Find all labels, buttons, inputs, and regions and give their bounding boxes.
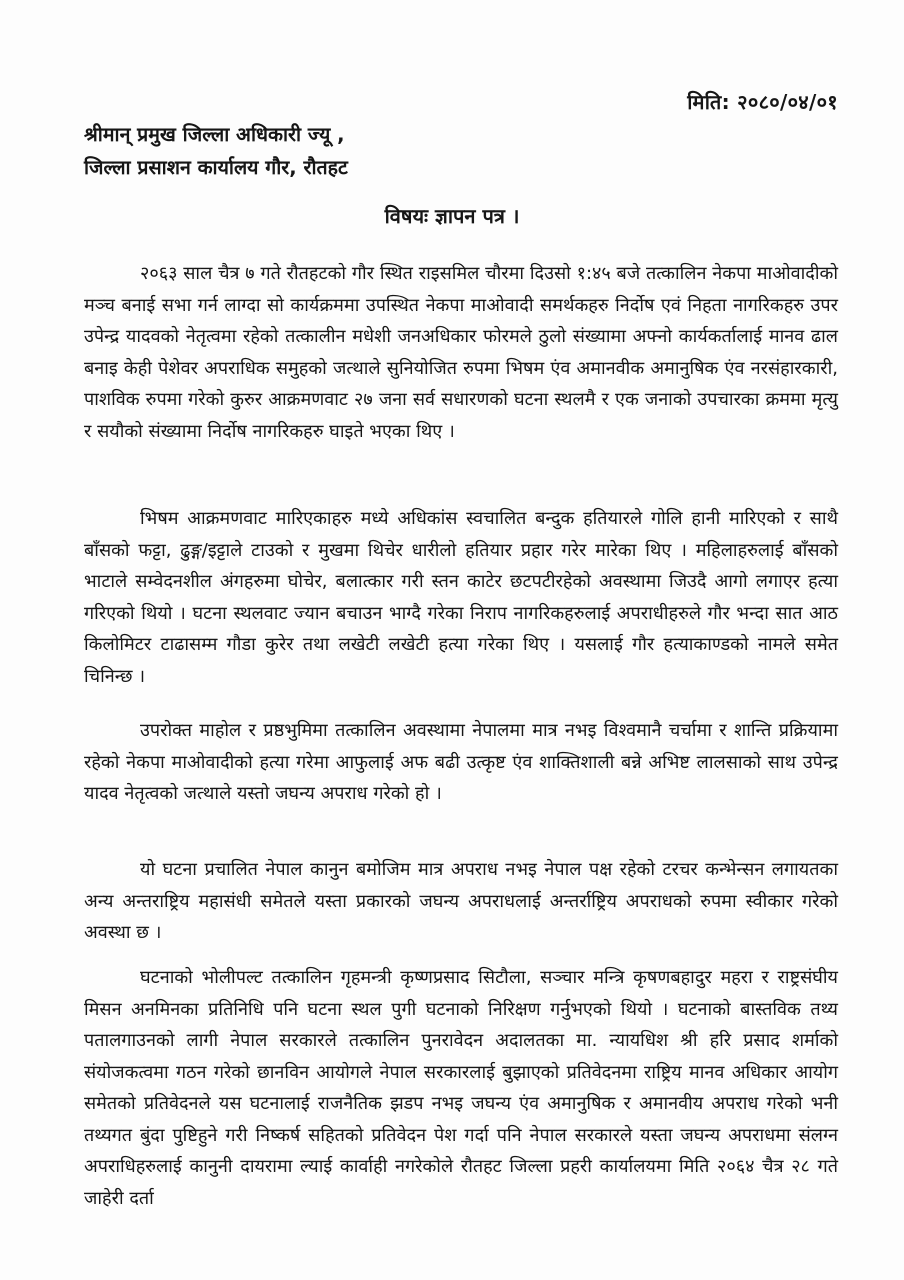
body-paragraph-4: यो घटना प्रचालित नेपाल कानुन बमोजिम मात्र अपराध नभइ नेपाल पक्ष रहेको टरचर कन्भेन्सन लगायतका अन्य अन्तराष्ट्रिय महासंधी समेतले यस्ता प्रकारको जघन्य अपराधलाई अन्तर्राष्ट्रिय अपराधको रुपमा स्वीकार गरेको अवस्था छ ।	[84, 859, 838, 943]
body-paragraph-2: भिषम आक्रमणवाट मारिएकाहरु मध्ये अधिकांस स्वचालित बन्दुक हतियारले गोलि हानी मारिएको र साथै बाँसको फट्टा, ढुङ्ग/इट्टाले टाउको र मुखमा थिचेर धारीलो हतियार प्रहार गरेर मारेका थिए । महिलाहरुलाई बाँसको भाटाले सम्वेदनशील अंगहरुमा घोचेर, बलात्कार गरी स्तन काटेर छटपटीरहेको अवस्थामा जिउदै आगो लगाएर हत्या गरिएको थियो । घटना स्थलवाट ज्यान बचाउन भाग्दै गरेका निराप नागरिकहरुलाई अपराधीहरुले गौर भन्दा सात आठ किलोमिटर टाढासम्म गौडा कुरेर तथा लखेटी लखेटी हत्या गरेका थिए । यसलाई गौर हत्याकाण्डको नामले समेत चिनिन्छ ।	[84, 508, 838, 687]
body-paragraph-1: २०६३ साल चैत्र ७ गते रौतहटको गौर स्थित राइसमिल चौरमा दिउसो १:४५ बजे तत्कालिन नेकपा माओवादीको मञ्च बनाई सभा गर्न लाग्दा सो कार्यक्रममा उपस्थित नेकपा माओवादी समर्थकहरु निर्दोष एवं निहता नागरिकहरु उपर उपेन्द्र यादवको नेतृत्वमा रहेको तत्कालीन मधेशी जनअधिकार फोरमले ठुलो संख्यामा अफ्नो कार्यकर्तालाई मानव ढाल बनाइ केही पेशेवर अपराधिक समुहको जत्थाले सुनियोजित रुपमा भिषम एंव अमानवीक अमानुषिक एंव नरसंहारकारी, पाशविक रुपमा गरेको कुरुर आक्रमणवाट २७ जना सर्व सधारणको घटना स्थलमै र एक जनाको उपचारका क्रममा मृत्यु र सयौको संख्यामा निर्दोष नागरिकहरु घाइते भएका थिए ।	[84, 263, 838, 442]
letter-subject: विषयः ज्ञापन पत्र ।	[384, 204, 520, 228]
addressee-block	[84, 118, 348, 184]
addressee-line-1: श्रीमान् प्रमुख जिल्ला अधिकारी ज्यू ,	[84, 123, 345, 146]
body-paragraph-3: उपरोक्त माहोल र प्रष्ठभुमिमा तत्कालिन अवस्थामा नेपालमा मात्र नभइ विश्वमानै चर्चामा र शान्ति प्रक्रियामा रहेको नेकपा माओवादीको हत्या गरेमा आफुलाई अफ बढी उत्कृष्ट एंव शाक्तिशाली बन्ने अभिष्ट लालसाको साथ उपेन्द्र यादव नेतृत्वको जत्थाले यस्तो जघन्य अपराध गरेको हो ।	[84, 720, 838, 804]
body-paragraph-5: घटनाको भोलीपल्ट तत्कालिन गृहमन्त्री कृष्णप्रसाद सिटौला, सञ्चार मन्त्रि कृषणबहादुर महरा र राष्ट्रसंघीय मिसन अनमिनका प्रतिनिधि पनि घटना स्थल पुगी घटनाको निरिक्षण गर्नुभएको थियो । घटनाको बास्तविक तथ्य पतालगाउनको लागी नेपाल सरकारले तत्कालिन पुनरावेदन अदालतका मा. न्यायधिश श्री हरि प्रसाद शर्माको संयोजकत्वमा गठन गरेको छानविन आयोगले नेपाल सरकारलाई बुझाएको प्रतिवेदनमा राष्ट्रिय मानव अधिकार आयोग समेतको प्रतिवेदनले यस घटनालाई राजनैतिक झडप नभइ जघन्य एंव अमानुषिक र अमानवीय अपराध गरेको भनी तथ्यगत बुंदा पुष्टिहुने गरी निष्कर्ष सहितको प्रतिवेदन पेश गर्दा पनि नेपाल सरकारले यस्ता जघन्य अपराधमा संलग्न अपराधिहरुलाई कानुनी दायरामा ल्याई कार्वाही नगरेकोले रौतहट जिल्ला प्रहरी कार्यालयमा मिति २०६४ चैत्र २८ गते जाहेरी दर्ता	[84, 967, 838, 1209]
addressee-line-2: जिल्ला प्रसाशन कार्यालय गौर, रौतहट	[84, 156, 348, 179]
letter-date: मिति: २०८०/०४/०१	[687, 90, 838, 114]
